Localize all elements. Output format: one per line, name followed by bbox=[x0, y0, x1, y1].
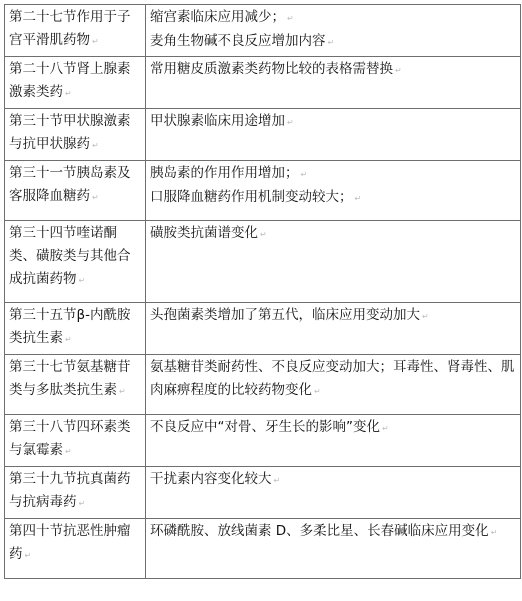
table-row bbox=[5, 415, 521, 467]
change-line: 环磷酰胺、放线菌素 D、多柔比星、长春碱临床应用变化 bbox=[150, 523, 489, 539]
table-row bbox=[5, 303, 521, 355]
paragraph-mark-icon: ↵ bbox=[119, 387, 126, 396]
section-title: 第三十节甲状腺激素与抗甲状腺药 bbox=[9, 113, 131, 152]
table-row bbox=[5, 467, 521, 519]
change-cell bbox=[146, 519, 521, 579]
change-text bbox=[150, 359, 515, 398]
table-row bbox=[5, 355, 521, 415]
section-cell bbox=[5, 355, 146, 415]
paragraph-mark-icon: ↵ bbox=[354, 194, 362, 203]
change-text bbox=[150, 6, 516, 30]
change-text bbox=[150, 307, 429, 323]
change-cell bbox=[146, 415, 521, 467]
section-title: 第三十四节喹诺酮类、磺胺类与其他合成抗菌药物 bbox=[9, 225, 131, 287]
change-line: 磺胺类抗菌谱变化 bbox=[150, 225, 258, 241]
change-table bbox=[4, 4, 521, 579]
change-text bbox=[150, 225, 267, 241]
section-cell bbox=[5, 467, 146, 519]
paragraph-mark-icon: ↵ bbox=[314, 387, 321, 396]
paragraph-mark-icon: ↵ bbox=[260, 230, 267, 239]
paragraph-mark-icon: ↵ bbox=[273, 476, 281, 485]
paragraph-mark-icon: ↵ bbox=[327, 38, 335, 47]
paragraph-mark-icon: ↵ bbox=[422, 312, 429, 321]
change-text bbox=[150, 30, 516, 54]
change-text bbox=[150, 186, 516, 210]
paragraph-mark-icon: ↵ bbox=[300, 170, 308, 179]
change-line: 干扰素内容变化较大 bbox=[150, 471, 272, 487]
change-cell bbox=[146, 221, 521, 303]
paragraph-mark-icon: ↵ bbox=[24, 551, 32, 560]
paragraph-mark-icon: ↵ bbox=[65, 447, 72, 456]
change-line: 头孢菌素类增加了第五代，临床应用变动加大 bbox=[150, 307, 420, 323]
section-title: 第四十节抗恶性肿瘤药 bbox=[9, 523, 131, 562]
paragraph-mark-icon: ↵ bbox=[395, 66, 402, 75]
table-row bbox=[5, 5, 521, 57]
table-row bbox=[5, 221, 521, 303]
paragraph-mark-icon: ↵ bbox=[382, 424, 389, 433]
paragraph-mark-icon: ↵ bbox=[78, 499, 86, 508]
section-cell bbox=[5, 303, 146, 355]
section-cell bbox=[5, 415, 146, 467]
change-text bbox=[150, 523, 497, 539]
change-cell bbox=[146, 467, 521, 519]
change-text bbox=[150, 61, 402, 77]
table-row bbox=[5, 109, 521, 161]
section-title: 第三十一节胰岛素及客服降血糖药 bbox=[9, 165, 131, 204]
section-cell bbox=[5, 221, 146, 303]
paragraph-mark-icon: ↵ bbox=[65, 89, 72, 98]
paragraph-mark-icon: ↵ bbox=[65, 335, 72, 344]
change-line: 麦角生物碱不良反应增加内容 bbox=[150, 33, 326, 49]
change-line: 不良反应中“对骨、牙生长的影响”变化 bbox=[150, 419, 380, 435]
section-cell bbox=[5, 5, 146, 57]
change-cell bbox=[146, 5, 521, 57]
section-title: 第三十八节四环素类与氯霉素 bbox=[9, 419, 131, 458]
change-table-body bbox=[5, 5, 521, 579]
section-title: 第三十五节β-内酰胺类抗生素 bbox=[9, 307, 131, 346]
change-line: 氨基糖苷类耐药性、不良反应变动加大；耳毒性、肾毒性、肌肉麻痹程度的比较药物变化 bbox=[150, 359, 515, 398]
change-line: 口服降血糖药作用机制变动较大； bbox=[150, 189, 353, 205]
section-title: 第三十七节氨基糖苷类与多肽类抗生素 bbox=[9, 359, 131, 398]
section-cell bbox=[5, 57, 146, 109]
change-text bbox=[150, 419, 389, 435]
paragraph-mark-icon: ↵ bbox=[92, 37, 99, 46]
section-cell bbox=[5, 109, 146, 161]
change-text bbox=[150, 471, 280, 487]
change-cell bbox=[146, 355, 521, 415]
table-row bbox=[5, 519, 521, 579]
change-cell bbox=[146, 57, 521, 109]
paragraph-mark-icon: ↵ bbox=[92, 193, 99, 202]
paragraph-mark-icon: ↵ bbox=[287, 14, 294, 23]
change-cell bbox=[146, 109, 521, 161]
change-line: 胰岛素的作用作用增加； bbox=[150, 165, 299, 181]
paragraph-mark-icon: ↵ bbox=[490, 528, 498, 537]
change-text bbox=[150, 113, 294, 129]
section-title: 第三十九节抗真菌药与抗病毒药 bbox=[9, 471, 131, 510]
table-row bbox=[5, 161, 521, 221]
change-line: 缩宫素临床应用减少； bbox=[150, 9, 285, 25]
change-cell bbox=[146, 303, 521, 355]
paragraph-mark-icon: ↵ bbox=[287, 118, 294, 127]
section-cell bbox=[5, 161, 146, 221]
paragraph-mark-icon: ↵ bbox=[92, 141, 99, 150]
change-line: 常用糖皮质激素类药物比较的表格需替换 bbox=[150, 61, 393, 77]
section-cell bbox=[5, 519, 146, 579]
section-title: 第二十八节肾上腺素激素类药 bbox=[9, 61, 131, 100]
change-cell bbox=[146, 161, 521, 221]
change-line: 甲状腺素临床用途增加 bbox=[150, 113, 285, 129]
paragraph-mark-icon: ↵ bbox=[78, 276, 86, 285]
section-title: 第二十七节作用于子宫平滑肌药物 bbox=[9, 9, 131, 48]
change-text bbox=[150, 162, 516, 186]
table-row bbox=[5, 57, 521, 109]
